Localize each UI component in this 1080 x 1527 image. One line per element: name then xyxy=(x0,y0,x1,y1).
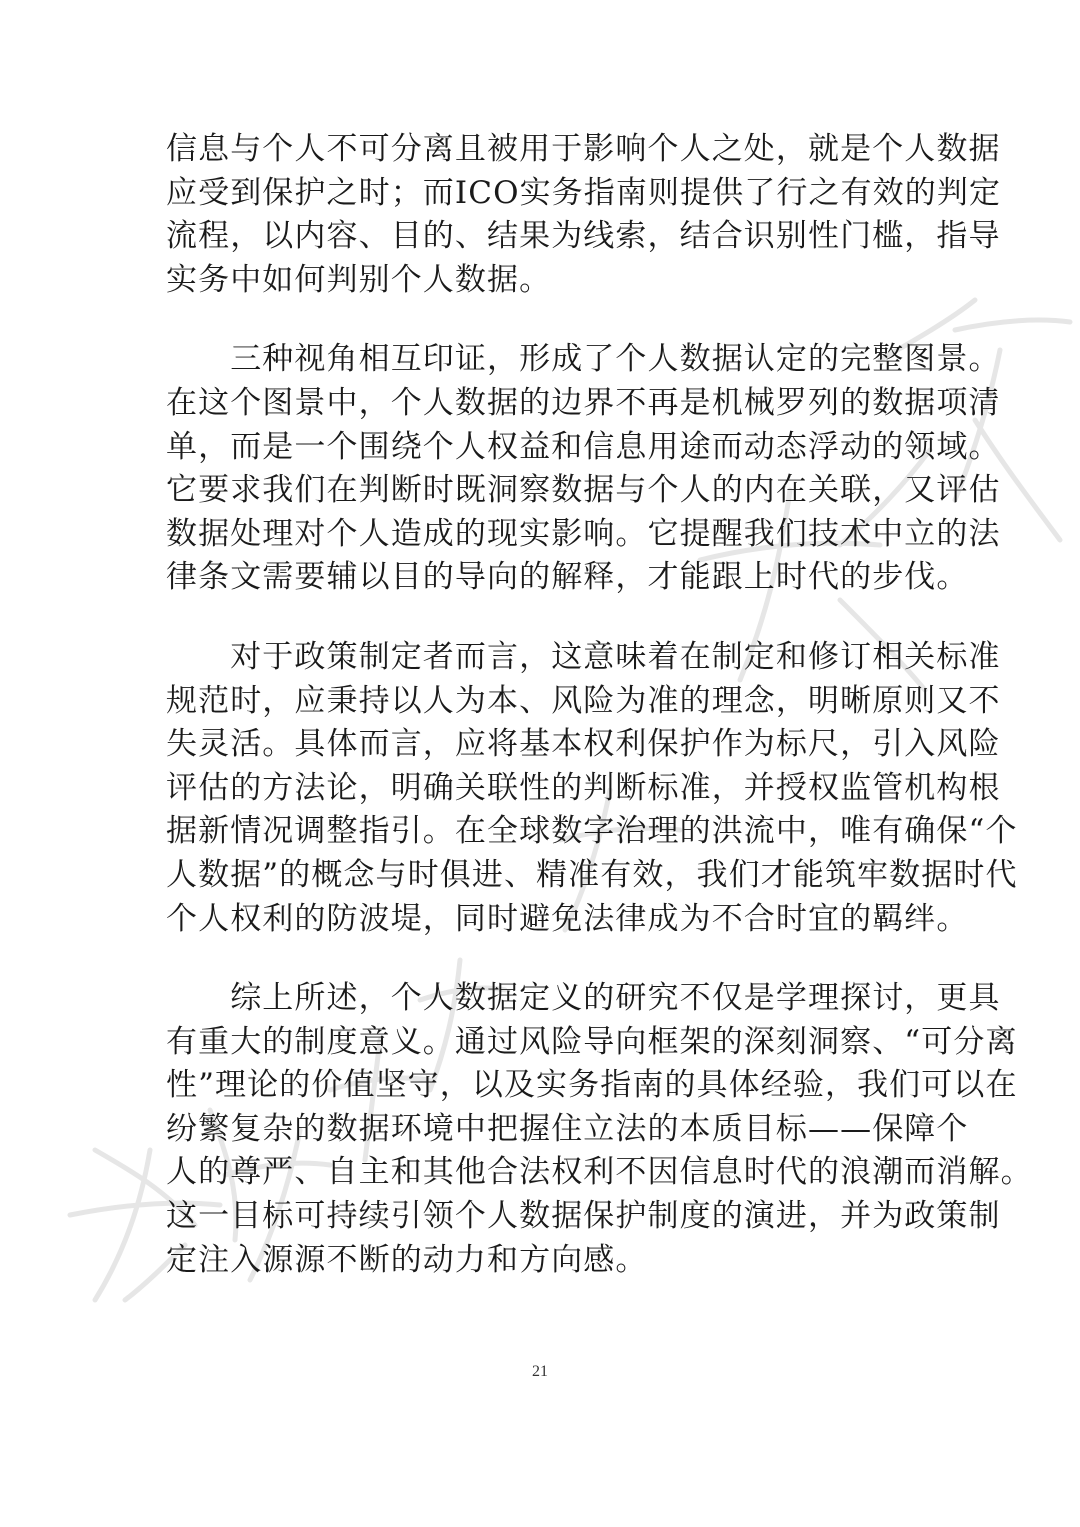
text-line: 综上所述，个人数据定义的研究不仅是学理探讨，更具 xyxy=(166,980,1001,1017)
text-line: 流程，以内容、目的、结果为线索，结合识别性门槛，指导 xyxy=(166,218,1001,255)
text-line: 人的尊严、自主和其他合法权利不因信息时代的浪潮而消解。 xyxy=(166,1154,1033,1191)
paragraph-2 xyxy=(166,338,1001,600)
paragraph-3 xyxy=(166,636,1018,941)
text-line: 这一目标可持续引领个人数据保护制度的演进，并为政策制 xyxy=(166,1198,1001,1235)
paragraph-4 xyxy=(166,977,1033,1282)
text-line: 失灵活。具体而言，应将基本权利保护作为标尺，引入风险 xyxy=(166,726,1001,763)
text-line: 数据处理对个人造成的现实影响。它提醒我们技术中立的法 xyxy=(166,515,1001,552)
text-line: 实务中如何判别个人数据。 xyxy=(166,261,552,298)
text-line: 应受到保护之时；而ICO实务指南则提供了行之有效的判定 xyxy=(166,174,1002,211)
text-line: 评估的方法论，明确关联性的判断标准，并授权监管机构根 xyxy=(166,769,1001,806)
text-line: 个人权利的防波堤，同时避免法律成为不合时宜的羁绊。 xyxy=(166,900,969,937)
text-line: 对于政策制定者而言，这意味着在制定和修订相关标准 xyxy=(166,638,1001,675)
text-line: 性”理论的价值坚守，以及实务指南的具体经验，我们可以在 xyxy=(166,1067,1018,1104)
page-number: 21 xyxy=(532,1363,548,1380)
text-line: 三种视角相互印证，形成了个人数据认定的完整图景。 xyxy=(166,341,1001,378)
text-line: 信息与个人不可分离且被用于影响个人之处，就是个人数据 xyxy=(166,131,1001,167)
text-line: 在这个图景中，个人数据的边界不再是机械罗列的数据项清 xyxy=(166,384,1001,421)
text-line: 它要求我们在判断时既洞察数据与个人的内在关联，又评估 xyxy=(166,472,1001,509)
text-line: 定注入源源不断的动力和方向感。 xyxy=(166,1241,648,1278)
body-text xyxy=(166,128,1033,1318)
text-line: 人数据”的概念与时俱进、精准有效，我们才能筑牢数据时代 xyxy=(166,856,1018,893)
text-line: 规范时，应秉持以人为本、风险为准的理念，明晰原则又不 xyxy=(166,682,1001,719)
text-line: 律条文需要辅以目的导向的解释，才能跟上时代的步伐。 xyxy=(166,559,969,596)
text-line: 纷繁复杂的数据环境中把握住立法的本质目标——保障个 xyxy=(166,1110,969,1147)
text-line: 单，而是一个围绕个人权益和信息用途而动态浮动的领域。 xyxy=(166,428,1001,465)
text-line: 有重大的制度意义。通过风险导向框架的深刻洞察、“可分离 xyxy=(166,1023,1018,1060)
text-line: 据新情况调整指引。在全球数字治理的洪流中，唯有确保“个 xyxy=(166,813,1018,850)
paragraph-1 xyxy=(166,128,1002,302)
